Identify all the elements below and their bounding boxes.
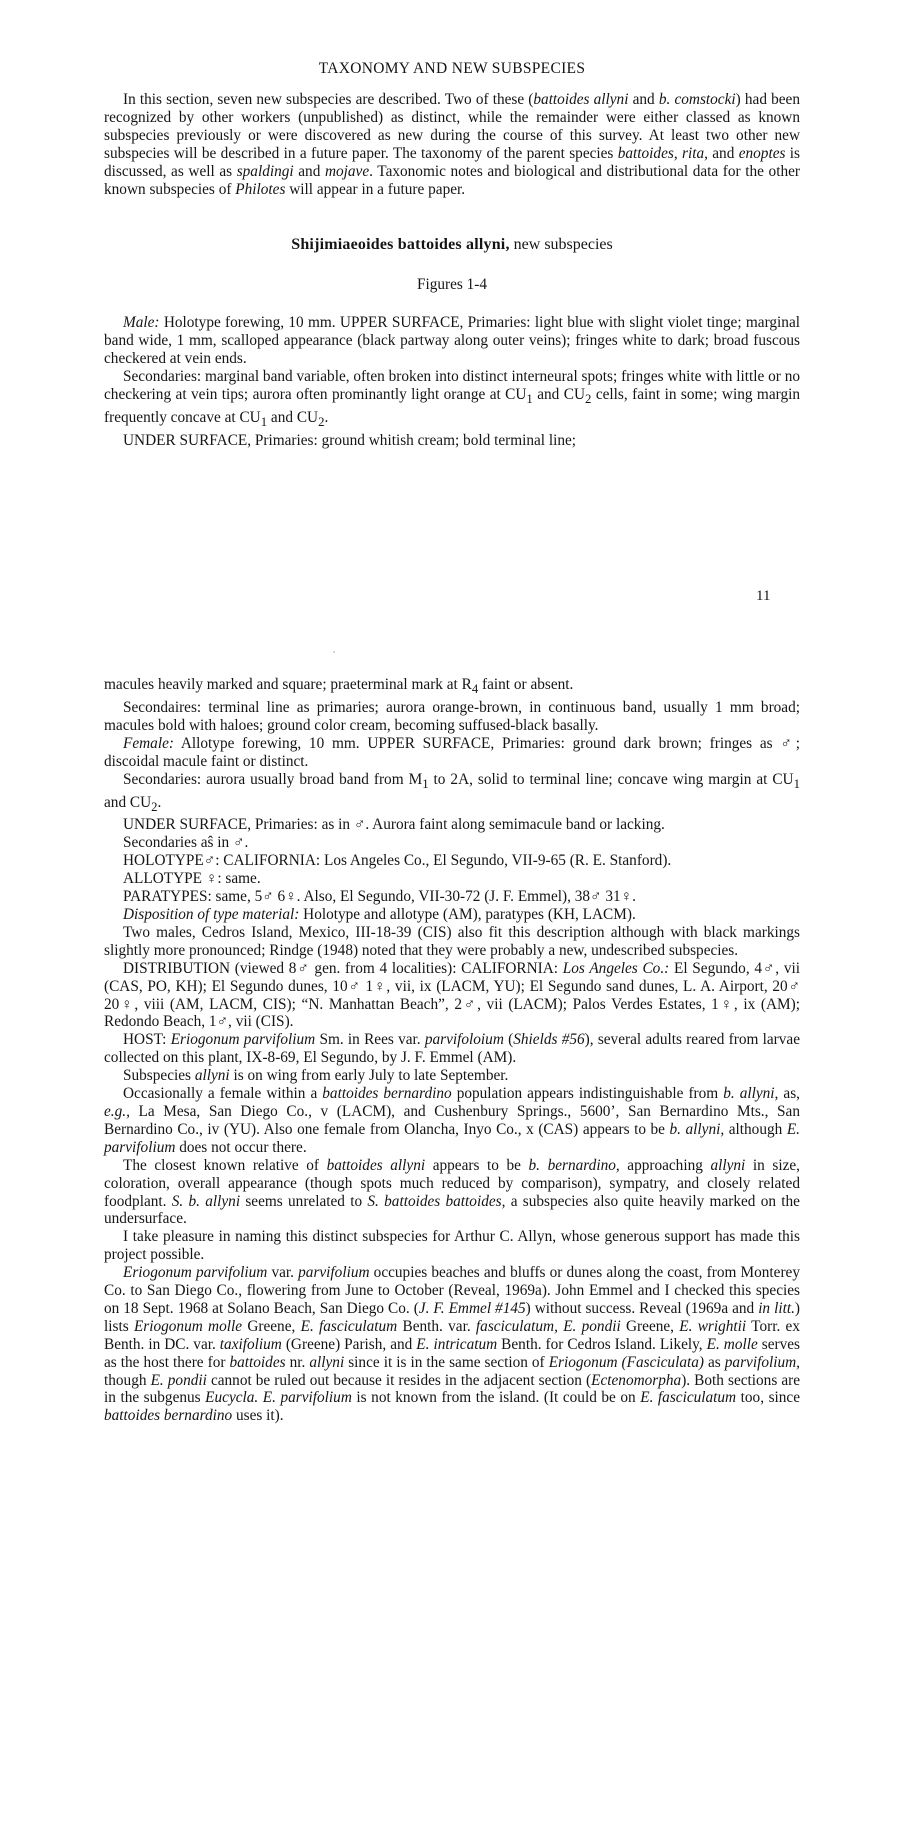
paragraph-eriogonum: Eriogonum parvifolium var. parvifolium occupies beaches and bluffs or dunes along the coast, from Monterey Co. to San Diego Co., flowering from June to October (Reveal, 1969a). John Emmel and I checked this species on 18 Sept. 1968 at Solano Beach, San Diego Co. (J. F. Emmel #145) without success. Reveal (1969a and in litt.) lists Eriogonum molle Greene, E. fasciculatum Benth. var. fasciculatum, E. pondii Greene, E. wrightii Torr. ex Benth. in DC. var. taxifolium (Greene) Parish, and E. intricatum Benth. for Cedros Island. Likely, E. molle serves as the host there for battoides nr. allyni since it is in the same section of Eriogonum (Fasciculata) as parvifolium, though E. pondii cannot be ruled out because it resides in the adjacent section (Ectenomorpha). Both sections are in the subgenus Eucycla. E. parvifolium is not known from the island. (It could be on E. fasciculatum too, since battoides bernardino uses it). bbox=[104, 1264, 801, 1425]
page-12-body bbox=[104, 676, 800, 1425]
species-name: Shijimiaeoides battoides allyni, bbox=[291, 236, 510, 254]
paragraph-cedros: Two males, Cedros Island, Mexico, III-18-39 (CIS) also fit this description although with black markings slightly more pronounced; Rindge (1948) noted that they were probably a new, undescribed subspecies. bbox=[104, 923, 800, 959]
page-number: 11 bbox=[756, 588, 771, 604]
intro-paragraph: In this section, seven new subspecies are described. Two of these (battoides allyni and b. comstocki) had been recognized by other workers (unpublished) as distinct, while the remainder were either classed as known subspecies previously or were discovered as new during the course of this survey. At least two other new subspecies will be described in a future paper. The taxonomy of the parent species battoides, rita, and enoptes is discussed, as well as spaldingi and mojave. Taxonomic notes and biological and distributional data for the other known subspecies of Philotes will appear in a future paper. bbox=[104, 91, 800, 198]
paragraph-secondaires: Secondaires: terminal line as primaries; aurora orange-brown, in continuous band, usually 1 mm broad; macules bold with haloes; ground color cream, becoming suffused-black basally. bbox=[104, 698, 800, 734]
paragraph-closest-relative: The closest known relative of battoides allyni appears to be b. bernardino, approaching allyni in size, coloration, overall appearance (though spots much reduced by comparison), sympatry, and closely related foodplant. S. b. allyni seems unrelated to S. battoides battoides, a subspecies also quite heavily marked on the undersurface. bbox=[104, 1156, 800, 1228]
running-head: TAXONOMY AND NEW SUBSPECIES bbox=[318, 60, 586, 77]
paragraph-female-under-secondaries: Secondaries aŝ in ♂. bbox=[123, 834, 249, 852]
paragraph-allotype: ALLOTYPE ♀: same. bbox=[123, 870, 261, 888]
paragraph-occasionally: Occasionally a female within a battoides bernardino population appears indistinguishable from b. allyni, as, e.g., La Mesa, San Diego Co., v (LACM), and Cushenbury Springs., 5600’, San Bernardino Mts., San Bernardino Co., iv (YU). Also one female from Olancha, Inyo Co., x (CAS) appears to be b. allyni, although E. parvifolium does not occur there. bbox=[104, 1085, 800, 1156]
figure-reference: Figures 1-4 bbox=[416, 276, 488, 294]
paragraph-disposition: Disposition of type material: Holotype and allotype (AM), paratypes (KH, LACM). bbox=[123, 906, 636, 924]
paragraph-distribution: DISTRIBUTION (viewed 8♂ gen. from 4 localities): CALIFORNIA: Los Angeles Co.: El Segundo, 4♂, vii (CAS, PO, KH); El Segundo dunes, 10♂ 1♀, vii, ix (LACM, YU); El Segundo sand dunes, L. A. Airport, 20♂ 20♀, viii (AM, LACM, CIS); “N. Manhattan Beach”, 2♂, vii (LACM); Palos Verdes Estates, 1♀, ix (AM); Redondo Beach, 1♂, vii (CIS). bbox=[104, 959, 800, 1031]
paragraph-continuation: macules heavily marked and square; praeterminal mark at $R_4$ faint or absent. bbox=[104, 676, 574, 697]
page-11-body bbox=[104, 60, 800, 450]
male-under-surface: UNDER SURFACE, Primaries: ground whitish cream; bold terminal line; bbox=[123, 431, 577, 449]
page-separator-mark bbox=[333, 651, 335, 653]
paragraph-female-secondaries: Secondaries: aurora usually broad band from $M_1$ to 2A, solid to terminal line; concave wing margin at $CU_1$ and $CU_2$. bbox=[104, 770, 800, 814]
paragraph-female-under: UNDER SURFACE, Primaries: as in ♂. Aurora faint along semimacule band or lacking. bbox=[123, 816, 665, 834]
species-heading bbox=[104, 236, 800, 254]
paragraph-flight-period: Subspecies allyni is on wing from early July to late September. bbox=[123, 1067, 509, 1085]
paragraph-paratypes: PARATYPES: same, 5♂ 6♀. Also, El Segundo, VII-30-72 (J. F. Emmel), 38♂ 31♀. bbox=[123, 888, 636, 906]
paragraph-dedication: I take pleasure in naming this distinct subspecies for Arthur C. Allyn, whose generous support has made this project possible. bbox=[104, 1228, 800, 1264]
paragraph-holotype: HOLOTYPE♂: CALIFORNIA: Los Angeles Co., El Segundo, VII-9-65 (R. E. Stanford). bbox=[123, 852, 672, 870]
paragraph-host: HOST: Eriogonum parvifolium Sm. in Rees var. parvifoloium (Shields #56), several adults reared from larvae collected on this plant, IX-8-69, El Segundo, by J. F. Emmel (AM). bbox=[104, 1031, 800, 1067]
male-secondaries: Secondaries: marginal band variable, often broken into distinct interneural spots; fringes white with little or no checkering at vein tips; aurora often prominantly light orange at $CU_1$ and $CU_2$ cells, faint in some; wing margin frequently concave at $CU_1$ and $CU_2$. bbox=[104, 368, 800, 430]
paragraph-female: Female: Allotype forewing, 10 mm. UPPER SURFACE, Primaries: ground dark brown; fringes as ♂; discoidal macule faint or distinct. bbox=[104, 734, 800, 770]
male-description: Male: Holotype forewing, 10 mm. UPPER SURFACE, Primaries: light blue with slight violet tinge; marginal band wide, 1 mm, scalloped appearance (black partway along outer veins); fringes white to dark; broad fuscous checkered at vein ends. bbox=[104, 314, 800, 368]
species-suffix: new subspecies bbox=[509, 236, 613, 254]
